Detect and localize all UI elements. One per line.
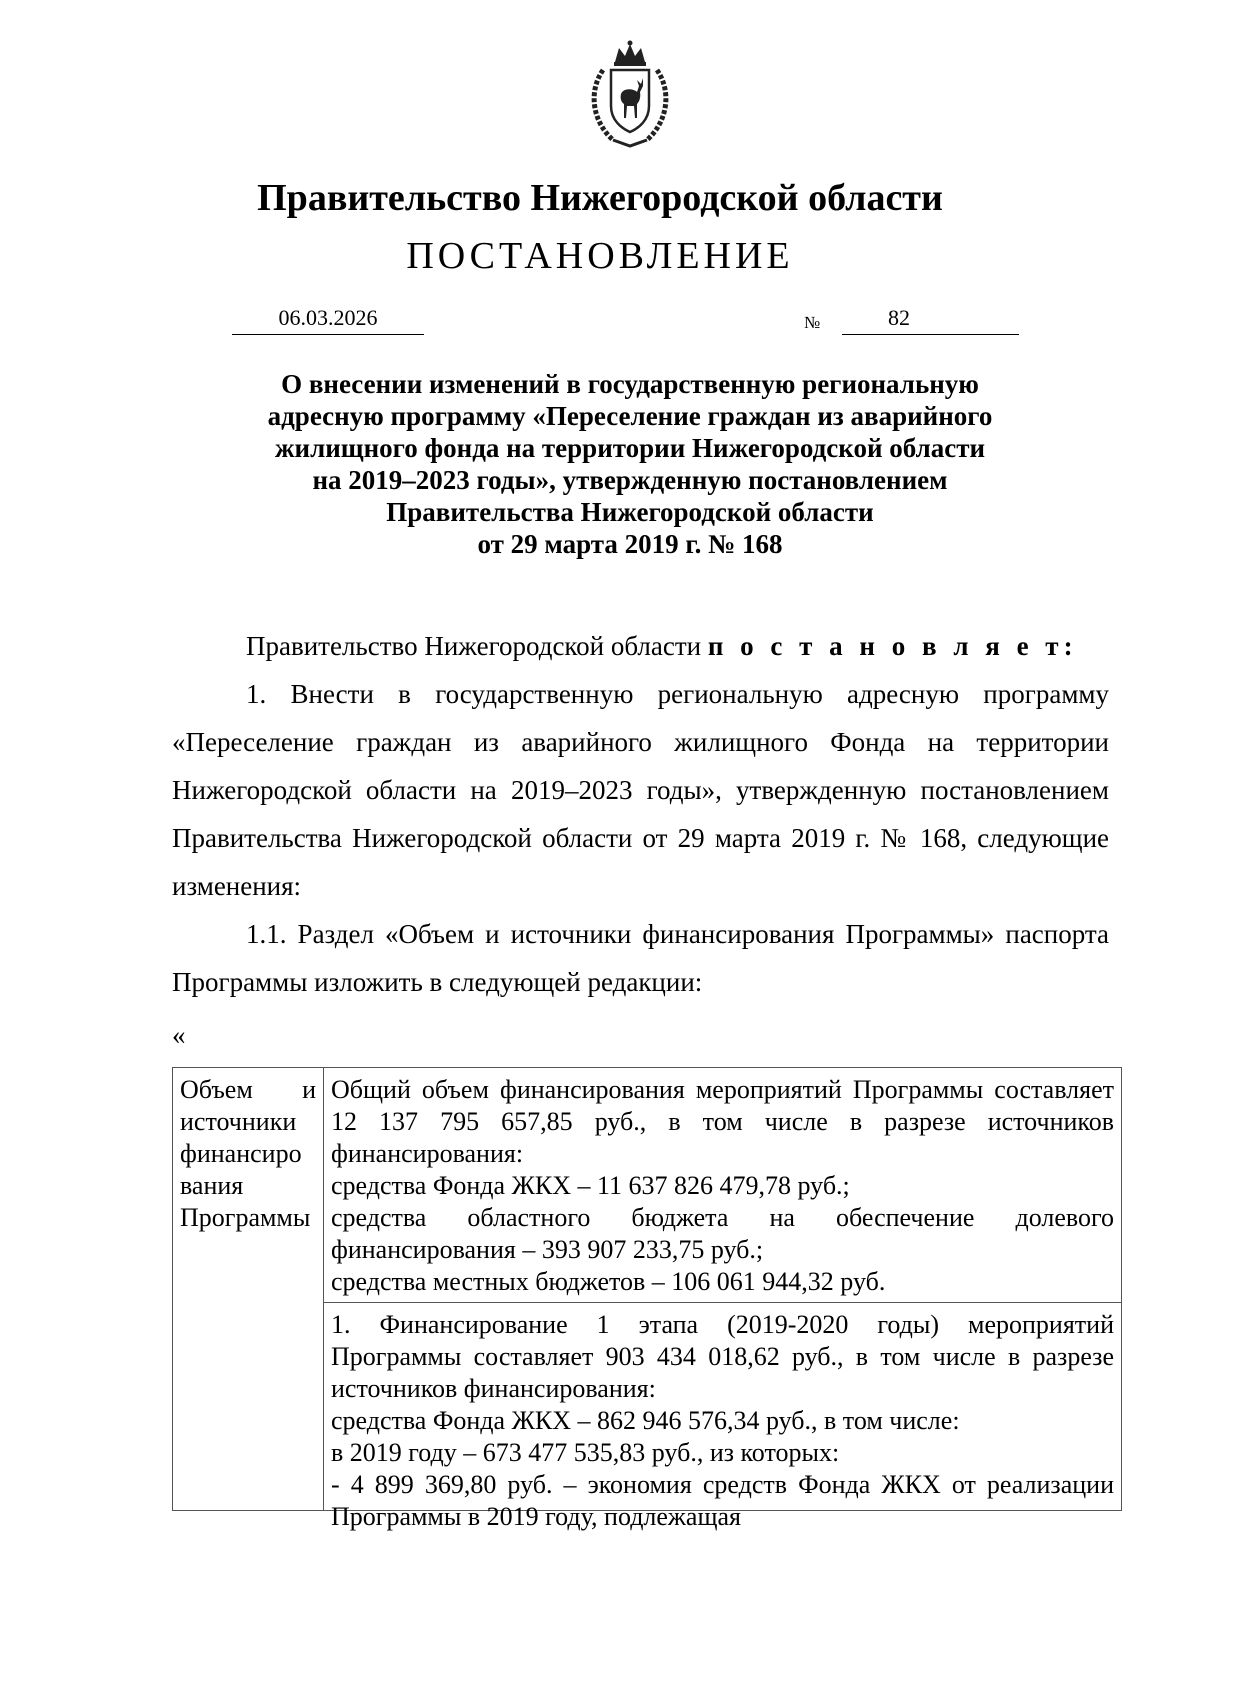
text-line: средства Фонда ЖКХ – 862 946 576,34 руб., в том числе: <box>331 1406 960 1435</box>
document-subject <box>0 368 1260 560</box>
organization-name: Правительство Нижегородской области <box>257 177 943 219</box>
open-quote: « <box>172 1020 186 1050</box>
text-line: 1. Финансирование 1 этапа (2019-2020 годы) мероприятий Программы составляет 903 434 018,62 руб., в том числе в разрезе источников финансирования: <box>331 1310 1114 1403</box>
stage-1-financing-cell <box>324 1303 1122 1531</box>
intro-text: Правительство Нижегородской области <box>246 631 702 661</box>
text-line: средства Фонда ЖКХ – 11 637 826 479,78 руб.; <box>331 1171 850 1200</box>
document-type: ПОСТАНОВЛЕНИЕ <box>406 235 794 277</box>
document-body <box>172 622 1109 1006</box>
coat-of-arms-icon <box>575 40 685 150</box>
total-financing-cell <box>324 1068 1122 1303</box>
text-line: средства местных бюджетов – 106 061 944,32 руб. <box>331 1267 886 1296</box>
subject-line: О внесении изменений в государственную региональную <box>281 369 979 399</box>
row-label: Объем и источники финансиро вания Программы <box>173 1068 324 1511</box>
intro-paragraph <box>172 622 1109 670</box>
document-number: 82 <box>888 305 910 330</box>
subject-line: от 29 марта 2019 г. № 168 <box>477 529 783 559</box>
number-label: № <box>804 313 821 332</box>
text-line: средства областного бюджета на обеспечение долевого финансирования – 393 907 233,75 руб.; <box>331 1203 1114 1264</box>
document-number-field <box>842 305 1019 335</box>
table-row <box>173 1068 1122 1303</box>
subject-line: жилищного фонда на территории Нижегородской области <box>274 433 986 463</box>
text-line: Общий объем финансирования мероприятий Программы составляет 12 137 795 657,85 руб., в том числе в разрезе источников финансирования: <box>331 1075 1114 1168</box>
paragraph-1: 1. Внести в государственную региональную адресную программу «Переселение граждан из аварийного жилищного Фонда на территории Нижегородской области на 2019–2023 годы», утвержденную постановлением Правительства Нижегородской области от 29 марта 2019 г. № 168, следующие изменения: <box>172 679 1109 901</box>
resolves-text: п о с т а н о в л я е т: <box>707 631 1078 661</box>
subject-line: Правительства Нижегородской области <box>386 497 874 527</box>
subject-line: адресную программу «Переселение граждан из аварийного <box>267 401 993 431</box>
financing-table <box>172 1067 1122 1531</box>
subject-line: на 2019–2023 годы», утвержденную постановлением <box>312 465 948 495</box>
document-date: 06.03.2026 <box>232 305 424 335</box>
text-line: - 4 899 369,80 руб. – экономия средств Фонда ЖКХ от реализации Программы в 2019 году, подлежащая <box>331 1470 1114 1531</box>
text-line: в 2019 году – 673 477 535,83 руб., из которых: <box>331 1438 840 1467</box>
paragraph-1-1: 1.1. Раздел «Объем и источники финансирования Программы» паспорта Программы изложить в следующей редакции: <box>172 919 1109 997</box>
